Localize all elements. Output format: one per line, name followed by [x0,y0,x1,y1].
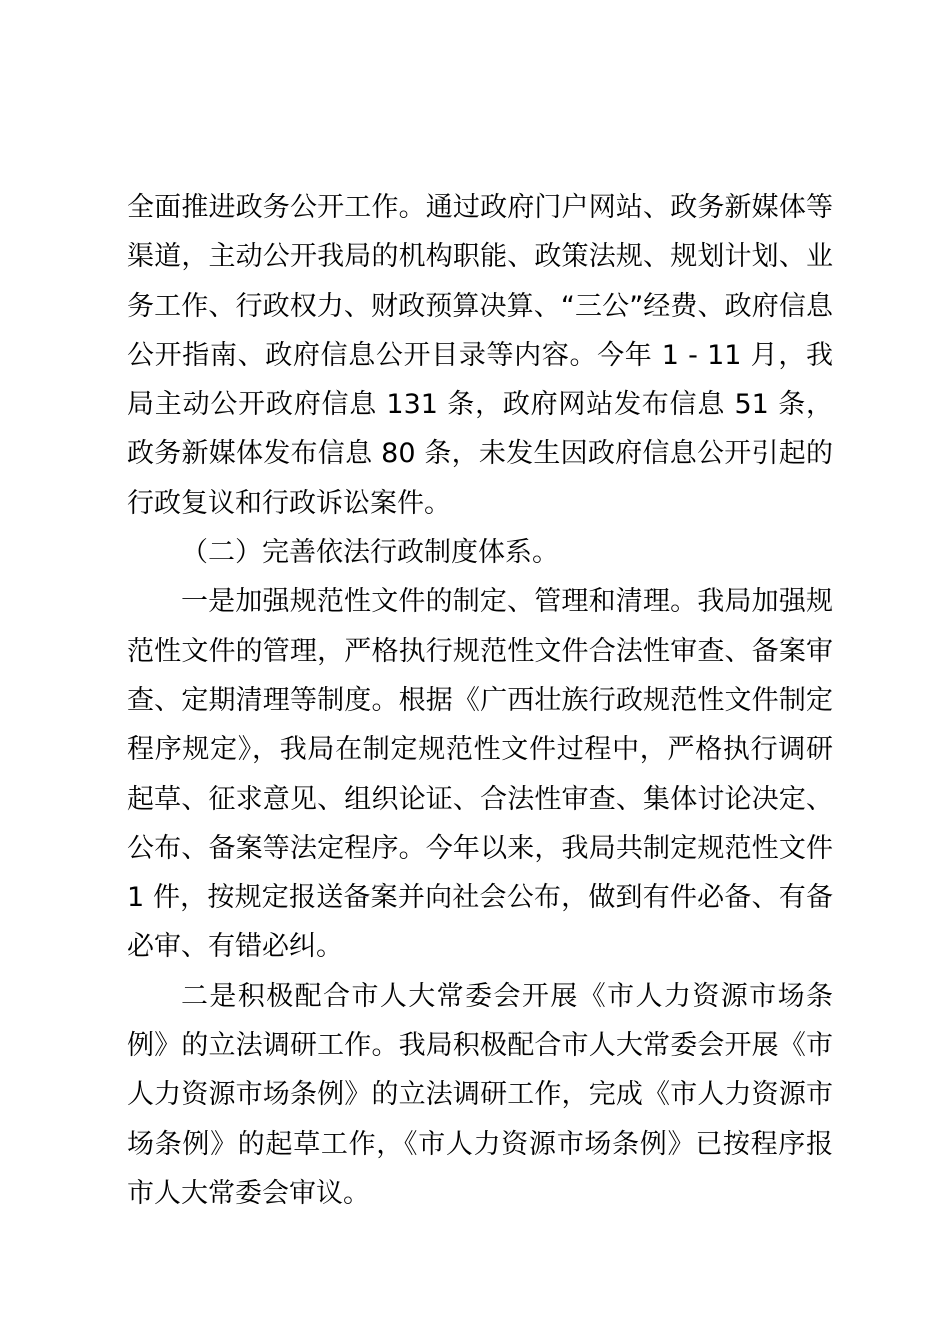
section-heading-2: （二）完善依法行政制度体系。 [181,537,559,569]
paragraph-legislative-research: 二是积极配合市人大常委会开展《市人力资源市场条例》的立法调研工作。我局积极配合市人大常委会开展《市人力资源市场条例》的立法调研工作，完成《市人力资源市场条例》的起草工作，《市人力资源市场条例》已按程序报市人大常委会审议。 [127,980,833,1209]
paragraph-normative-documents: 一是加强规范性文件的制定、管理和清理。我局加强规范性文件的管理，严格执行规范性文件合法性审查、备案审查、定期清理等制度。根据《广西壮族行政规范性文件制定程序规定》，我局在制定规范性文件过程中，严格执行调研起草、征求意见、组织论证、合法性审查、集体讨论决定、公布、备案等法定程序。今年以来，我局共制定规范性文件 1 件，按规定报送备案并向社会公布，做到有件必备、有备必审、有错必纠。 [127,586,833,963]
paragraph-public-affairs: 全面推进政务公开工作。通过政府门户网站、政务新媒体等渠道，主动公开我局的机构职能、政策法规、规划计划、业务工作、行政权力、财政预算决算、“三公”经费、政府信息公开指南、政府信息公开目录等内容。今年 1 - 11 月，我局主动公开政府信息 131 条，政府网站发布信息 51 条，政务新媒体发布信息 80 条，未发生因政府信息公开引起的行政复议和行政诉讼案件。 [127,192,833,519]
document-page [127,183,833,1218]
